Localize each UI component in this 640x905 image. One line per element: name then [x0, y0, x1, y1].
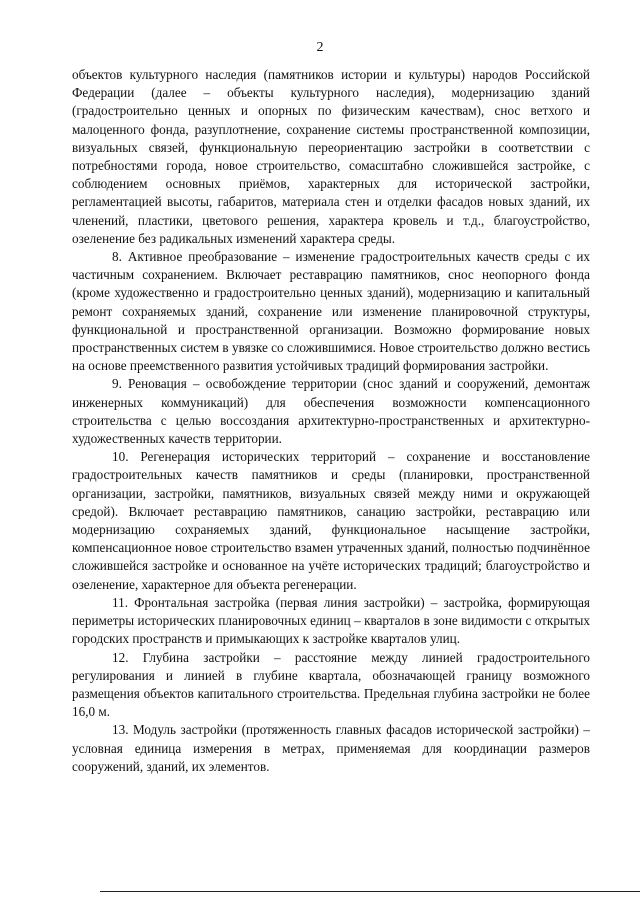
paragraph-item-11: 11. Фронтальная застройка (первая линия застройки) – застройка, формирующая периметры исторических планировочных единиц – кварталов в зоне видимости с открытых городских пространств и примыкающих к застройке кварталов улиц.	[72, 594, 590, 647]
paragraph-item-8: 8. Активное преобразование – изменение градостроительных качеств среды с их частичным сохранением. Включает реставрацию памятников, снос неопорного фонда (кроме художественно и градостроительно ценных зданий), модернизацию и капитальный ремонт сохраняемых зданий, сохранение или изменение планировочной структуры, функциональной и пространственной организации. Возможно формирование новых пространственных систем в увязке со сложившимися. Новое строительство должно вестись на основе преемственного развития устойчивых традиций формирования застройки.	[72, 249, 590, 374]
paragraph-item-10: 10. Регенерация исторических территорий – сохранение и восстановление градостроительных качеств памятников и среды (планировки, пространственной организации, застройки, памятников, визуальных связей между ними и окружающей средой). Включает реставрацию памятников, санацию застройки, реставрацию или модернизацию сохраняемых зданий, функциональное насыщение застройки, компенсационное новое строительство взамен утраченных зданий, полностью подчинённое сложившейся застройке и основанное на учёте исторических традиций; благоустройство и озеленение, характерное для объекта регенерации.	[72, 449, 590, 592]
document-body	[72, 66, 590, 776]
footer-rule	[100, 891, 640, 892]
paragraph-item-12: 12. Глубина застройки – расстояние между линией градостроительного регулирования и линией в глубине квартала, обозначающей границу возможного размещения объектов капитального строительства. Предельная глубина застройки не более 16,0 м.	[72, 649, 590, 720]
paragraph-item-9: 9. Реновация – освобождение территории (снос зданий и сооружений, демонтаж инженерных коммуникаций) для обеспечения возможности компенсационного строительства с целью воссоздания архитектурно-пространственных и архитектурно-художественных качеств территории.	[72, 376, 590, 447]
paragraph-item-13: 13. Модуль застройки (протяженность главных фасадов исторической застройки) – условная единица измерения в метрах, применяемая для координации размеров сооружений, зданий, их элементов.	[72, 722, 590, 774]
page-number: 2	[316, 40, 324, 55]
paragraph-continuation: объектов культурного наследия (памятников истории и культуры) народов Российской Федерации (далее – объекты культурного наследия), модернизацию зданий (градостроительно ценных и опорных по физическим качествам), снос ветхого и малоценного фонда, разуплотнение, сохранение системы пространственной композиции, визуальных связей, функциональную переориентацию застройки в соответствии с потребностями города, новое строительство, сомасштабно сложившейся застройке, с соблюдением основных приёмов, характерных для исторической застройки, регламентацией высоты, габаритов, материала стен и отделки фасадов новых зданий, их членений, пластики, цветового решения, характера кровель и т.д., благоустройство, озеленение без радикальных изменений характера среды.	[72, 67, 590, 246]
